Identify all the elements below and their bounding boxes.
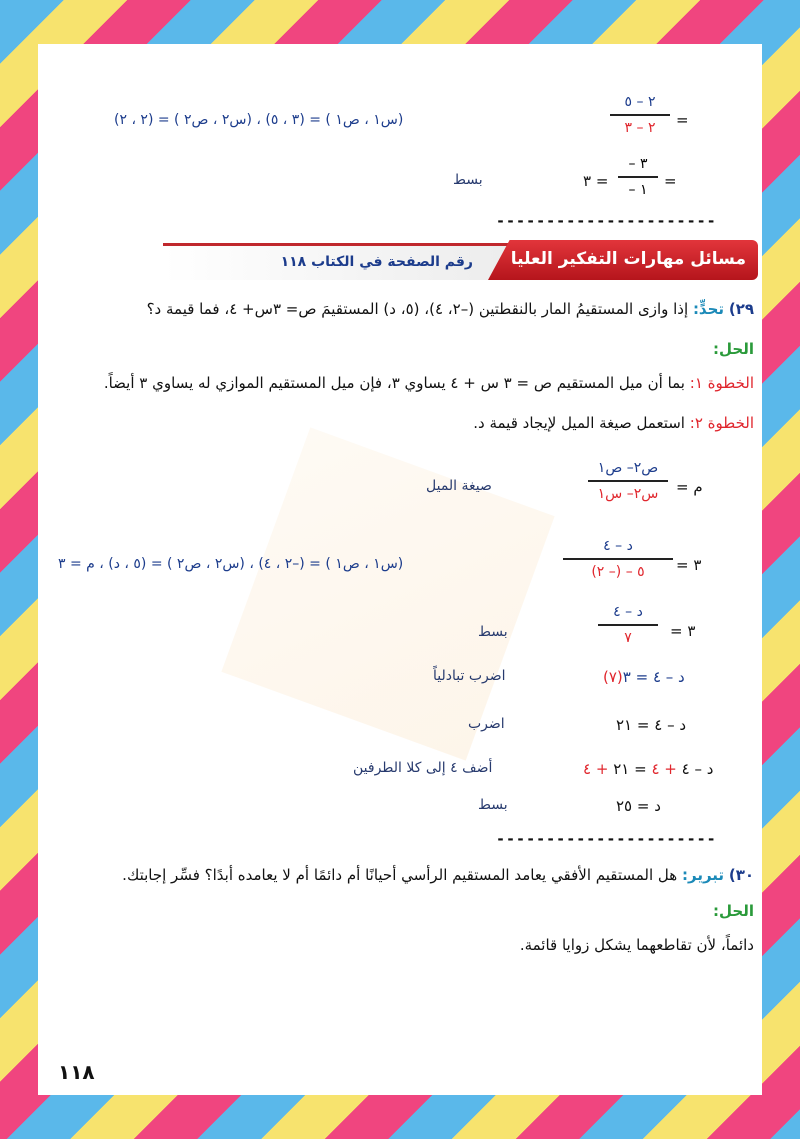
r5-note: اضرب [468, 716, 505, 732]
eq2-result: = ٣ [583, 172, 609, 190]
banner-title: مسائل مهارات التفكير العليا [510, 249, 746, 269]
fraction-1-numerator: ٢ – ٥ [624, 94, 656, 110]
r1-fraction [588, 458, 668, 504]
q30-answer: دائماً، لأن تقاطعهما يشكل زوايا قائمة. [519, 936, 754, 954]
equals-sign-2: = [664, 172, 677, 190]
q29-step1 [104, 374, 754, 392]
r7-expression: د = ٢٥ [616, 797, 661, 815]
r6-expr-a: د – ٤ [681, 760, 714, 778]
fraction-1 [610, 92, 670, 138]
r5-expression: د – ٤ = ٢١ [616, 716, 687, 734]
q30-line [44, 866, 754, 884]
watermark-shape [221, 427, 554, 760]
step2-label: الخطوة ٢: [689, 414, 754, 432]
r6-expr-b: = ٢١ [613, 760, 647, 778]
r1-note: صيغة الميل [426, 478, 492, 494]
divider-2: ---------------------- [496, 830, 717, 848]
banner-page-ref: رقم الصفحة في الكتاب ١١٨ [280, 254, 473, 270]
q30-solution-label: الحل: [713, 902, 754, 920]
r6-red-b: + ٤ [583, 760, 609, 778]
q29-step2 [473, 414, 754, 432]
r4-note: اضرب تبادلياً [433, 668, 506, 684]
divider-1: ---------------------- [496, 212, 717, 230]
step1-label: الخطوة ١: [689, 374, 754, 392]
r2-lhs: ٣ = [676, 556, 702, 574]
r1-lhs: م = [676, 478, 703, 496]
r3-note: بسط [478, 624, 508, 640]
fraction-2-denominator: – ١ [628, 181, 648, 198]
r1-denominator: س٢– س١ [597, 485, 659, 502]
r7-note: بسط [478, 797, 508, 813]
q29-solution-label: الحل: [713, 340, 754, 358]
page-sheet [38, 44, 762, 1095]
r4-red-term: (٧) [603, 668, 623, 686]
eq1-substitution-note: (س١ ، ص١ ) = (٣ ، ٥) ، (س٢ ، ص٢ ) = (٢ ، ٢) [114, 112, 404, 128]
step1-text: بما أن ميل المستقيم ص = ٣ س + ٤ يساوي ٣، فإن ميل المستقيم الموازي له يساوي ٣ أيضاً. [103, 374, 685, 392]
q29-tag: تحدٍّ: [692, 300, 725, 318]
r3-numerator: د – ٤ [613, 604, 643, 620]
r4-expr: د – ٤ = ٣ [622, 668, 685, 686]
section-banner [163, 240, 758, 280]
r3-lhs: ٣ = [670, 622, 696, 640]
r2-note: (س١ ، ص١ ) = (–٢ ، ٤) ، (س٢ ، ص٢ ) = (٥ ، د) ، م = ٣ [58, 556, 404, 572]
r2-fraction [563, 536, 673, 582]
r2-numerator: د – ٤ [603, 538, 633, 554]
fraction-2 [618, 154, 658, 200]
q30-number: ٣٠) [728, 866, 754, 884]
q29-number: ٢٩) [728, 300, 754, 318]
eq2-note: بسط [453, 172, 483, 188]
r3-denominator: ٧ [624, 629, 632, 646]
r1-numerator: ص٢– ص١ [597, 460, 659, 476]
q30-tag: تبرير: [681, 866, 725, 884]
r4-expression [603, 668, 685, 686]
equals-sign-1: = [676, 111, 689, 129]
r6-note: أضف ٤ إلى كلا الطرفين [353, 760, 493, 776]
fraction-2-numerator: – ٣ [628, 156, 648, 172]
page-number: ١١٨ [58, 1060, 95, 1084]
r2-denominator: ٥ – (– ٢) [591, 563, 645, 580]
step2-text: استعمل صيغة الميل لإيجاد قيمة د. [473, 414, 685, 432]
r6-red-a: + ٤ [651, 760, 677, 778]
r6-expression [583, 760, 713, 778]
q29-text: إذا وازى المستقيمُ المار بالنقطتين (–٢، ٤)، (٥، د) المستقيمَ ص= ٣س+ ٤، فما قيمة د؟ [146, 300, 689, 318]
r3-fraction [598, 602, 658, 648]
q29-line [44, 300, 754, 318]
fraction-1-denominator: ٢ – ٣ [624, 119, 656, 136]
q30-text: هل المستقيم الأفقي يعامد المستقيم الرأسي أحيانًا أم دائمًا أم لا يعامده أبدًا؟ فسِّر إجابتك. [122, 866, 678, 884]
